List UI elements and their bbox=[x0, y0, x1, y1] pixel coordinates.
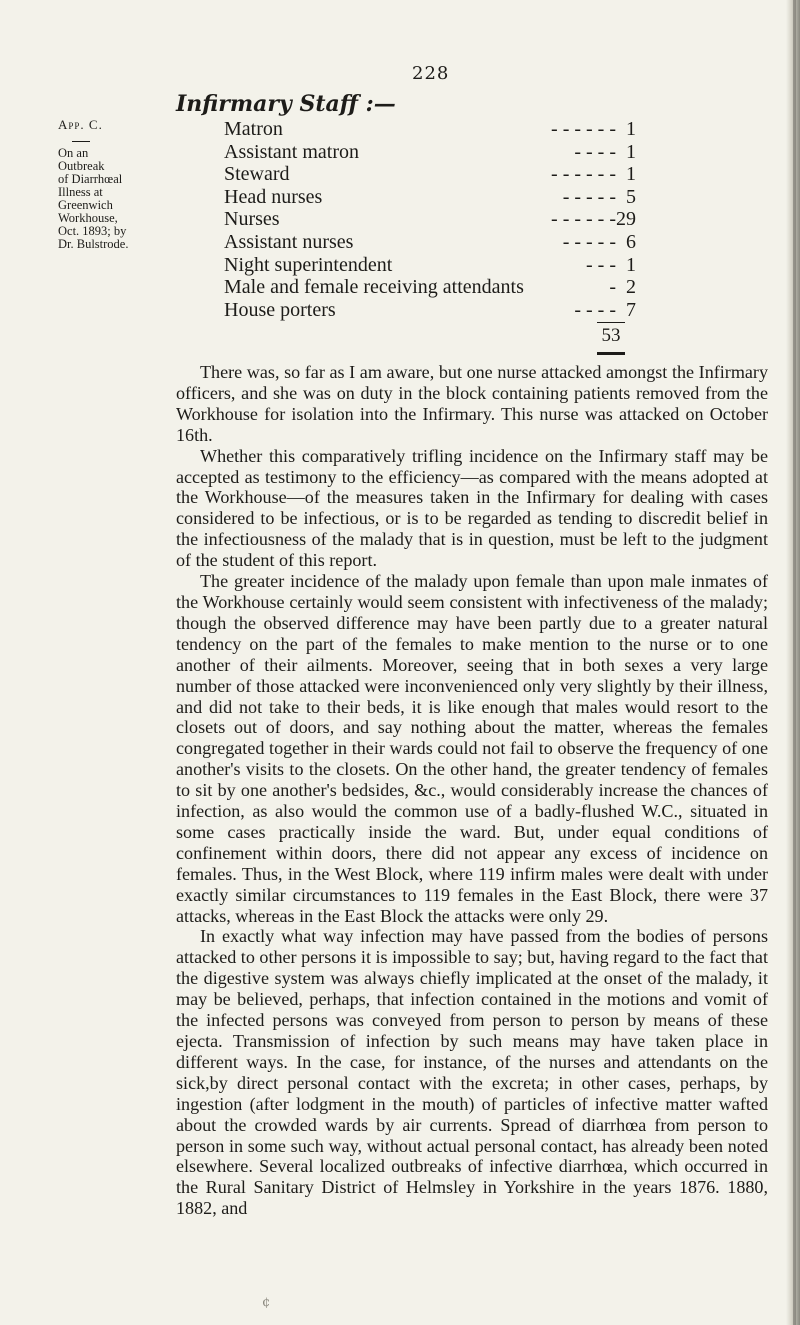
staff-count: 1 bbox=[626, 163, 636, 186]
staff-row bbox=[224, 208, 654, 231]
leader-dashes: - bbox=[609, 276, 616, 299]
paragraph: The greater incidence of the malady upon female than upon male inmates of the Workhouse certainly would seem consistent with infectiveness of the malady; though the observed difference may have been partly due to a greater natural tendency on the part of the females to make mention to the nurse or to one another of their ailments. Moreover, seeing that in both sexes a very large number of those attacked were inconvenienced only very slightly by their illness, and did not take to their beds, it is like enough that males would resort to the closets out of doors, and say nothing about the matter, whereas the females congregated together in their wards could not fail to observe the frequency of one another's visits to the closets. On the other hand, the greater tendency of females to sit by one another's bedsides, &c., would considerably increase the chances of infection, as also would the common use of a badly-flushed W.C., situated in some cases practically inside the ward. But, under equal conditions of confinement within doors, there did not appear any excess of incidence on females. Thus, in the West Block, where 119 infirm males were dealt with under exactly similar circumstances to 119 females in the East Block, there were 37 attacks, whereas in the East Block the attacks were only 29. bbox=[176, 571, 768, 926]
margin-line: of Diarrhœal bbox=[58, 172, 123, 186]
staff-row bbox=[224, 141, 654, 164]
margin-line: Greenwich bbox=[58, 198, 113, 212]
staff-role: Matron bbox=[224, 118, 283, 140]
leader-dashes: - - - - bbox=[574, 140, 616, 163]
staff-row bbox=[224, 118, 654, 141]
staff-count: 1 bbox=[626, 253, 636, 276]
leader-dashes: - - - - - bbox=[562, 185, 616, 208]
staff-count: 7 bbox=[626, 298, 636, 321]
margin-note bbox=[58, 118, 134, 251]
margin-line: On an Outbreak bbox=[58, 146, 105, 173]
staff-role: Night superintendent bbox=[224, 253, 393, 276]
staff-role: Steward bbox=[224, 163, 290, 186]
leader-dashes: - - - - - - bbox=[551, 118, 616, 140]
leader-dashes: - - - - - - bbox=[551, 163, 616, 186]
staff-count: 2 bbox=[626, 276, 636, 299]
staff-row bbox=[224, 276, 654, 299]
margin-line: Illness at bbox=[58, 185, 103, 199]
paragraph: In exactly what way infection may have passed from the bodies of persons attacked to other persons it is impossible to say; but, having regard to the fact that the digestive system was always chiefly implicated at the onset of the malady, it may be believed, perhaps, that infection contained in the motions and vomit of the infected persons was conveyed from person to person by means of these ejecta. Transmission of infection by such means may have taken place in different ways. In the case, for instance, of the nurses and attendants on the sick,by direct personal contact with the excreta; in other cases, perhaps, by ingestion (after lodgment in the mouth) of particles of infective matter wafted about the crowded wards by air currents. Spread of diarrhœa from person to person in some such way, without actual personal contact, has already been noted elsewhere. Several localized outbreaks of infective diarrhœa, which occurred in the Rural Sanitary District of Helmsley in Yorkshire in the years 1876. 1880, 1882, and bbox=[176, 926, 768, 1219]
page-edge-line bbox=[793, 0, 796, 1325]
paragraph: Whether this comparatively trifling incidence on the Infirmary staff may be accepted as testimony to the efficiency—as compared with the means adopted at the Workhouse—of the measures taken in the Infirmary for dealing with cases considered to be infectious, or is to be regarded as tending to discredit belief in the infectiousness of the malady that is in question, must be left to the judgment of the student of this report. bbox=[176, 445, 768, 571]
staff-row bbox=[224, 299, 654, 322]
leader-dashes: - - - bbox=[586, 253, 616, 276]
staff-total: 53 bbox=[601, 325, 621, 346]
staff-heading: Infirmary Staff :— bbox=[176, 91, 396, 117]
staff-table bbox=[224, 118, 654, 321]
margin-line: Oct. 1893; by bbox=[58, 224, 127, 238]
appendix-label: App. C. bbox=[58, 117, 103, 132]
footer-mark: ¢ bbox=[262, 1295, 271, 1310]
staff-role: Assistant nurses bbox=[224, 230, 354, 253]
staff-row bbox=[224, 186, 654, 209]
leader-dashes: - - - - bbox=[574, 298, 616, 321]
staff-role: Male and female receiving attendants bbox=[224, 276, 524, 299]
total-rule-bottom bbox=[597, 352, 625, 355]
paragraph: There was, so far as I am aware, but one nurse attacked amongst the Infirmary officers, and she was on duty in the block containing patients removed from the Workhouse for isolation into the Infirmary. This nurse was attacked on October 16th. bbox=[176, 362, 768, 445]
staff-count: 1 bbox=[626, 118, 636, 140]
staff-row bbox=[224, 231, 654, 254]
page-number: 228 bbox=[412, 63, 450, 84]
body-text bbox=[176, 362, 768, 1219]
leader-dashes: - - - - - - bbox=[551, 208, 616, 231]
staff-count: 29 bbox=[616, 208, 636, 231]
staff-count: 6 bbox=[626, 230, 636, 253]
staff-role: Assistant matron bbox=[224, 140, 359, 163]
leader-dashes: - - - - - bbox=[562, 230, 616, 253]
staff-row bbox=[224, 163, 654, 186]
staff-count: 1 bbox=[626, 140, 636, 163]
staff-row bbox=[224, 254, 654, 277]
margin-line: Workhouse, bbox=[58, 211, 118, 225]
staff-role: Head nurses bbox=[224, 185, 323, 208]
staff-role: Nurses bbox=[224, 208, 280, 231]
staff-count: 5 bbox=[626, 185, 636, 208]
margin-rule bbox=[72, 141, 90, 142]
total-rule-top bbox=[597, 322, 625, 323]
staff-role: House porters bbox=[224, 298, 336, 321]
margin-line: Dr. Bulstrode. bbox=[58, 237, 129, 251]
